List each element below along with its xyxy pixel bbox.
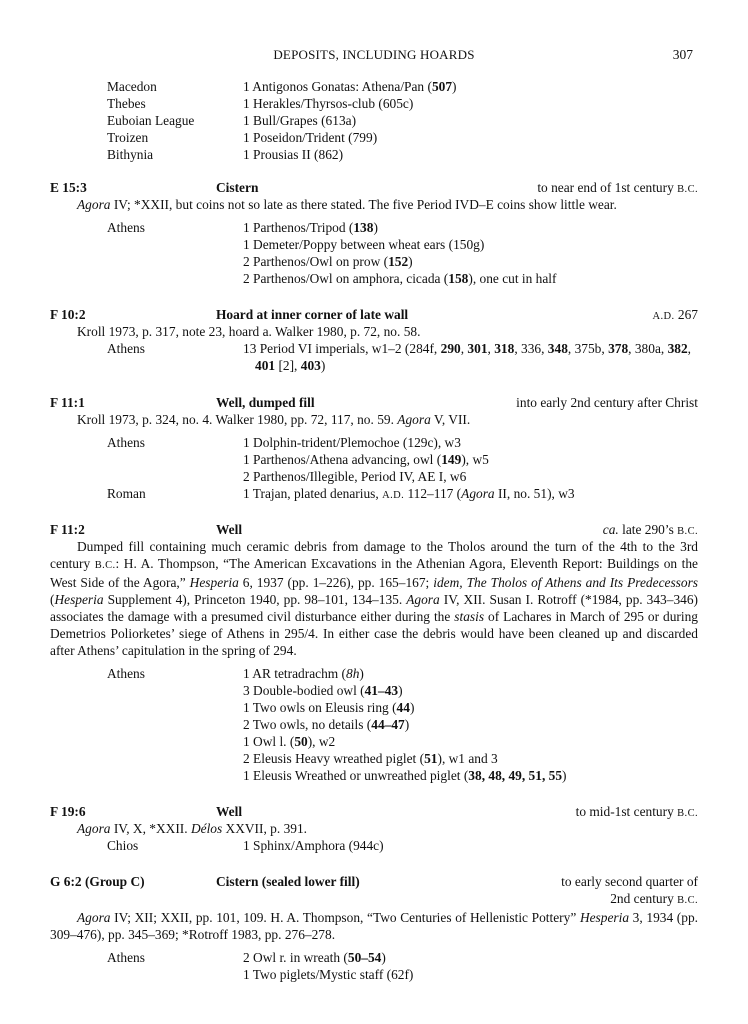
place: Roman (107, 486, 146, 501)
coin-desc: 3 Double-bodied owl (41–43) (243, 683, 403, 698)
place: Athens (107, 220, 145, 235)
coin-desc: 1 Demeter/Poppy between wheat ears (150g) (243, 237, 485, 252)
coin-desc: 1 Parthenos/Tripod (138) (243, 220, 378, 235)
header-title: DEPOSITS, INCLUDING HOARDS (273, 47, 475, 62)
coin-desc: 1 Prousias II (862) (243, 147, 344, 162)
table-row (50, 837, 698, 854)
place: Thebes (107, 96, 146, 111)
deposit-date: into early 2nd century after Christ (516, 395, 698, 410)
table-row (50, 236, 698, 253)
coin-desc: 1 Sphinx/Amphora (944c) (243, 838, 384, 853)
deposit-code: F 11:2 (50, 522, 85, 537)
deposit-reference: Agora IV, X, *XXII. Délos XXVII, p. 391. (77, 821, 307, 836)
coin-desc: 1 AR tetradrachm (8h) (243, 666, 364, 681)
table-row (50, 699, 698, 716)
deposit-title: Well (216, 804, 243, 819)
table-row (50, 434, 698, 451)
deposit-title: Well (216, 522, 243, 537)
deposit-code: E 15:3 (50, 180, 87, 195)
coin-desc: 2 Two owls, no details (44–47) (243, 717, 410, 732)
place: Bithynia (107, 147, 154, 162)
table-row (50, 78, 698, 95)
deposit-date: ca. late 290’s B.C. (602, 522, 698, 537)
coin-desc: 2 Parthenos/Owl on amphora, cicada (158), one cut in half (243, 271, 557, 286)
deposit-code: F 19:6 (50, 804, 86, 819)
table-row (50, 146, 698, 163)
coin-desc: 401 [2], 403) (255, 358, 326, 373)
coin-desc: 1 Eleusis Wreathed or unwreathed piglet (38, 48, 49, 51, 55) (243, 768, 567, 783)
table-row (50, 468, 698, 485)
deposit-heading (50, 179, 698, 196)
place: Chios (107, 838, 139, 853)
coin-desc: 1 Bull/Grapes (613a) (243, 113, 357, 128)
page-content (50, 78, 698, 983)
deposit-reference: Agora IV; XII; XXII, pp. 101, 109. H. A. Thompson, “Two Centuries of Hellenistic Pottery” Hesperia 3, 1934 (pp. 309–476), pp. 345–369; *Rotroff 1983, pp. 276–278. (50, 910, 698, 942)
coin-desc: 1 Antigonos Gonatas: Athena/Pan (507) (243, 79, 457, 94)
coin-desc: 1 Trajan, plated denarius, A.D. 112–117 (Agora II, no. 51), w3 (243, 486, 575, 501)
deposit-reference: Kroll 1973, p. 324, no. 4. Walker 1980, pp. 72, 117, no. 59. Agora V, VII. (77, 412, 471, 427)
coin-desc: 13 Period VI imperials, w1–2 (284f, 290, 301, 318, 336, 348, 375b, 378, 380a, 382, (243, 341, 692, 356)
table-row (50, 716, 698, 733)
table-row (50, 665, 698, 682)
table-row (50, 112, 698, 129)
coin-desc: 1 Herakles/Thyrsos-club (605c) (243, 96, 414, 111)
deposit-title: Cistern (sealed lower fill) (216, 874, 360, 889)
deposit-heading (50, 873, 698, 890)
deposit-reference: Agora IV; *XXII, but coins not so late as there stated. The five Period IVD–E coins show little wear. (77, 197, 617, 212)
place: Athens (107, 341, 145, 356)
place: Athens (107, 950, 145, 965)
table-row (50, 682, 698, 699)
table-row (50, 219, 698, 236)
coin-desc: 1 Two piglets/Mystic staff (62f) (243, 967, 414, 982)
deposit-date-cont: 2nd century B.C. (610, 891, 698, 906)
deposit-code: F 10:2 (50, 307, 86, 322)
coin-desc: 2 Parthenos/Illegible, Period IV, AE I, w6 (243, 469, 467, 484)
deposit-date: to mid-1st century B.C. (575, 804, 698, 819)
table-row (50, 750, 698, 767)
coin-desc: 1 Poseidon/Trident (799) (243, 130, 378, 145)
deposit-heading (50, 521, 698, 538)
place: Euboian League (107, 113, 195, 128)
deposit-heading (50, 306, 698, 323)
table-row (50, 253, 698, 270)
page-number: 307 (672, 47, 693, 62)
deposit-date: A.D. 267 (652, 307, 698, 322)
coin-desc: 2 Owl r. in wreath (50–54) (243, 950, 386, 965)
table-row (50, 357, 698, 374)
table-row (50, 966, 698, 983)
deposit-heading (50, 394, 698, 411)
place: Athens (107, 435, 145, 450)
deposit-title: Well, dumped fill (216, 395, 315, 410)
table-row (50, 949, 698, 966)
coin-desc: 2 Parthenos/Owl on prow (152) (243, 254, 413, 269)
coin-desc: 2 Eleusis Heavy wreathed piglet (51), w1 and 3 (243, 751, 498, 766)
place: Athens (107, 666, 145, 681)
deposit-heading (50, 803, 698, 820)
coin-desc: 1 Dolphin-trident/Plemochoe (129c), w3 (243, 435, 461, 450)
table-row (50, 451, 698, 468)
deposit-title: Cistern (216, 180, 259, 195)
table-row (50, 340, 698, 357)
table-row (50, 95, 698, 112)
table-row (50, 485, 698, 502)
deposit-title: Hoard at inner corner of late wall (216, 307, 409, 322)
deposit-description: Dumped fill containing much ceramic debris from damage to the Tholos around the turn of the 4th to the 3rd century B.C.: H. A. Thompson, “The American Excavations in the Athenian Agora, Eleventh Report: Buildings on the West Side of the Agora,” Hesperia 6, 1937 (pp. 1–226), pp. 165–167; idem, The Tholos of Athens and Its Predecessors (Hesperia Supplement 4), Princeton 1940, pp. 98–101, 134–135. Agora IV, XII. Susan I. Rotroff (*1984, pp. 343–346) associates the damage with a presumed civil disturbance either during the stasis of Lachares in March of 295 or during Demetrios Poliorketes’ siege of Athens in 295/4. In either case the debris would have been cleaned up and discarded after Athens’ capitulation in the spring of 294. (50, 539, 698, 658)
coin-desc: 1 Two owls on Eleusis ring (44) (243, 700, 415, 715)
running-header (0, 46, 748, 64)
deposit-date: to near end of 1st century B.C. (537, 180, 698, 195)
table-row (50, 733, 698, 750)
deposit-code: F 11:1 (50, 395, 85, 410)
deposit-date: to early second quarter of (561, 874, 698, 889)
table-row (50, 767, 698, 784)
deposit-reference: Kroll 1973, p. 317, note 23, hoard a. Walker 1980, p. 72, no. 58. (77, 324, 421, 339)
place: Macedon (107, 79, 157, 94)
table-row (50, 129, 698, 146)
coin-desc: 1 Owl l. (50), w2 (243, 734, 336, 749)
deposit-code: G 6:2 (Group C) (50, 874, 145, 889)
coin-desc: 1 Parthenos/Athena advancing, owl (149), w5 (243, 452, 489, 467)
table-row (50, 270, 698, 287)
place: Troizen (107, 130, 149, 145)
